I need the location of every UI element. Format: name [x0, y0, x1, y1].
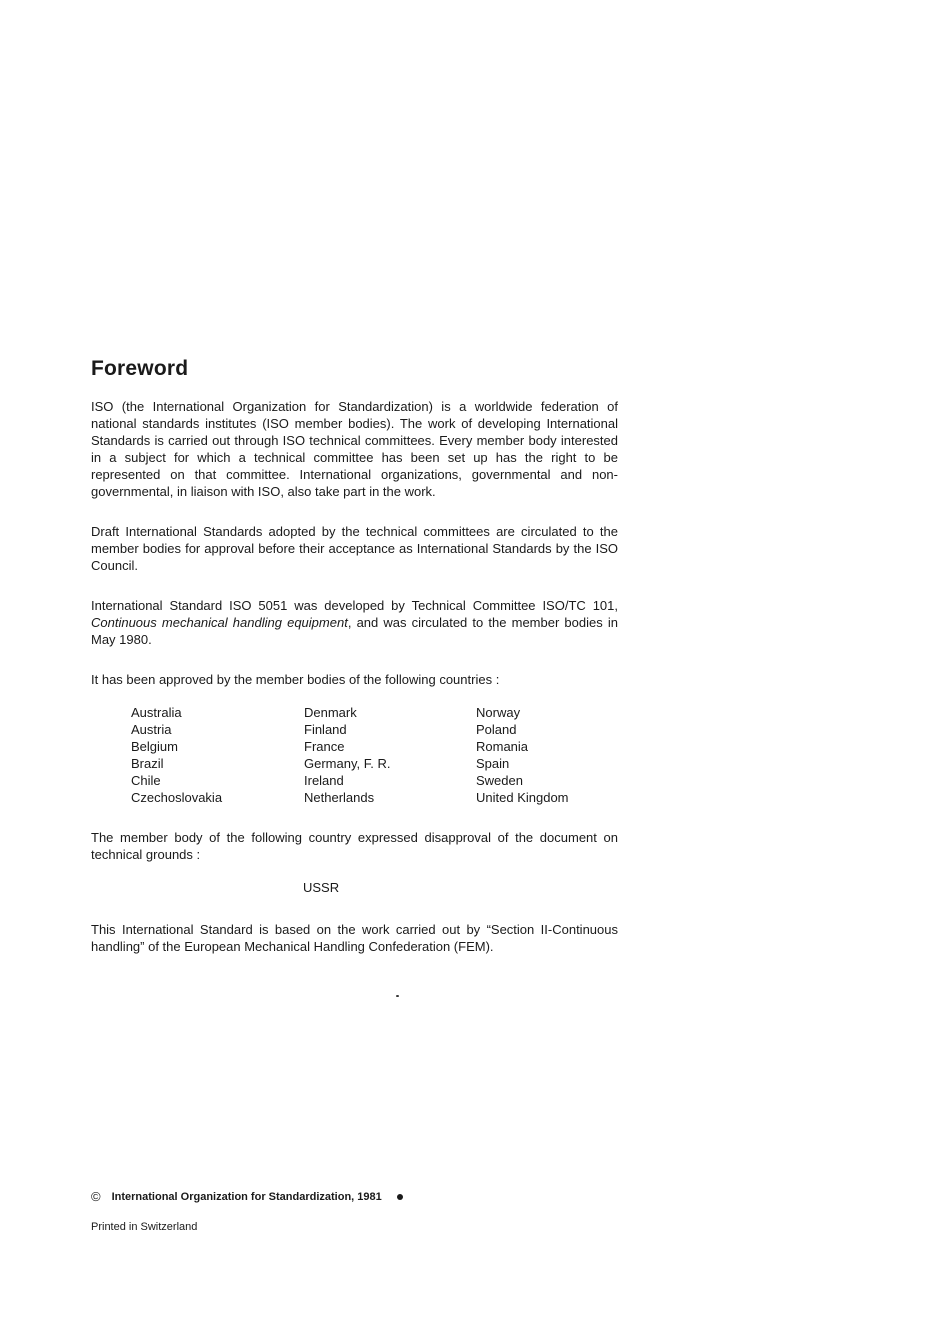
page-title: Foreword: [91, 357, 189, 380]
paragraph-draft-standards: Draft International Standards adopted by the technical committees are circulated to the member bodies for approval before their acceptance as International Standards by the ISO Council.: [91, 524, 618, 573]
disapproving-country: USSR: [303, 880, 340, 895]
page-footer: [91, 1190, 591, 1234]
country-item: Norway: [476, 705, 521, 720]
country-item: Chile: [131, 773, 161, 788]
country-item: Germany, F. R.: [304, 756, 391, 771]
country-item: France: [304, 739, 345, 754]
country-column-1: [131, 704, 304, 806]
country-item: United Kingdom: [476, 790, 569, 805]
country-item: Netherlands: [304, 790, 375, 805]
country-item: Austria: [131, 722, 172, 737]
paragraph-approval: It has been approved by the member bodies of the following countries :: [91, 672, 500, 687]
country-item: Denmark: [304, 705, 357, 720]
country-item: Romania: [476, 739, 529, 754]
paragraph-development: [91, 597, 618, 648]
country-item: Poland: [476, 722, 517, 737]
copyright-icon: ©: [91, 1189, 101, 1204]
country-item: Finland: [304, 722, 347, 737]
paragraph-fem-basis: This International Standard is based on the work carried out by “Section II-Continuous handling” of the European Mechanical Handling Confederation (FEM).: [91, 922, 618, 954]
country-item: Spain: [476, 756, 510, 771]
development-text-start: International Standard ISO 5051 was developed by Technical Committee ISO/TC 101,: [91, 598, 618, 613]
paragraph-iso-intro: ISO (the International Organization for Standardization) is a worldwide federation of national standards institutes (ISO member bodies). The work of developing International Standards is carried out through ISO technical committees. Every member body interested in a subject for which a technical committee has been set up has the right to be represented on that committee. International organizations, governmental and non-governmental, in liaison with ISO, also take part in the work.: [91, 399, 618, 499]
country-column-3: [476, 704, 636, 806]
country-item: Australia: [131, 705, 182, 720]
paragraph-disapproval: The member body of the following country expressed disapproval of the document on technical grounds :: [91, 830, 618, 862]
country-item: Sweden: [476, 773, 523, 788]
country-list: [131, 704, 618, 806]
printed-location: Printed in Switzerland: [91, 1221, 198, 1233]
copyright-line: [91, 1190, 591, 1204]
copyright-text: International Organization for Standardization, 1981: [111, 1191, 382, 1203]
country-item: Czechoslovakia: [131, 790, 223, 805]
bullet-dot-icon: [397, 1194, 403, 1200]
committee-title: Continuous mechanical handling equipment: [91, 615, 348, 630]
country-item: Belgium: [131, 739, 178, 754]
scan-speck: [396, 995, 399, 997]
foreword-section: [91, 355, 618, 955]
development-text-end: , and was circulated to the member bodies in May 1980.: [91, 615, 618, 647]
country-item: Ireland: [304, 773, 344, 788]
country-item: Brazil: [131, 756, 164, 771]
country-column-2: [304, 704, 476, 806]
